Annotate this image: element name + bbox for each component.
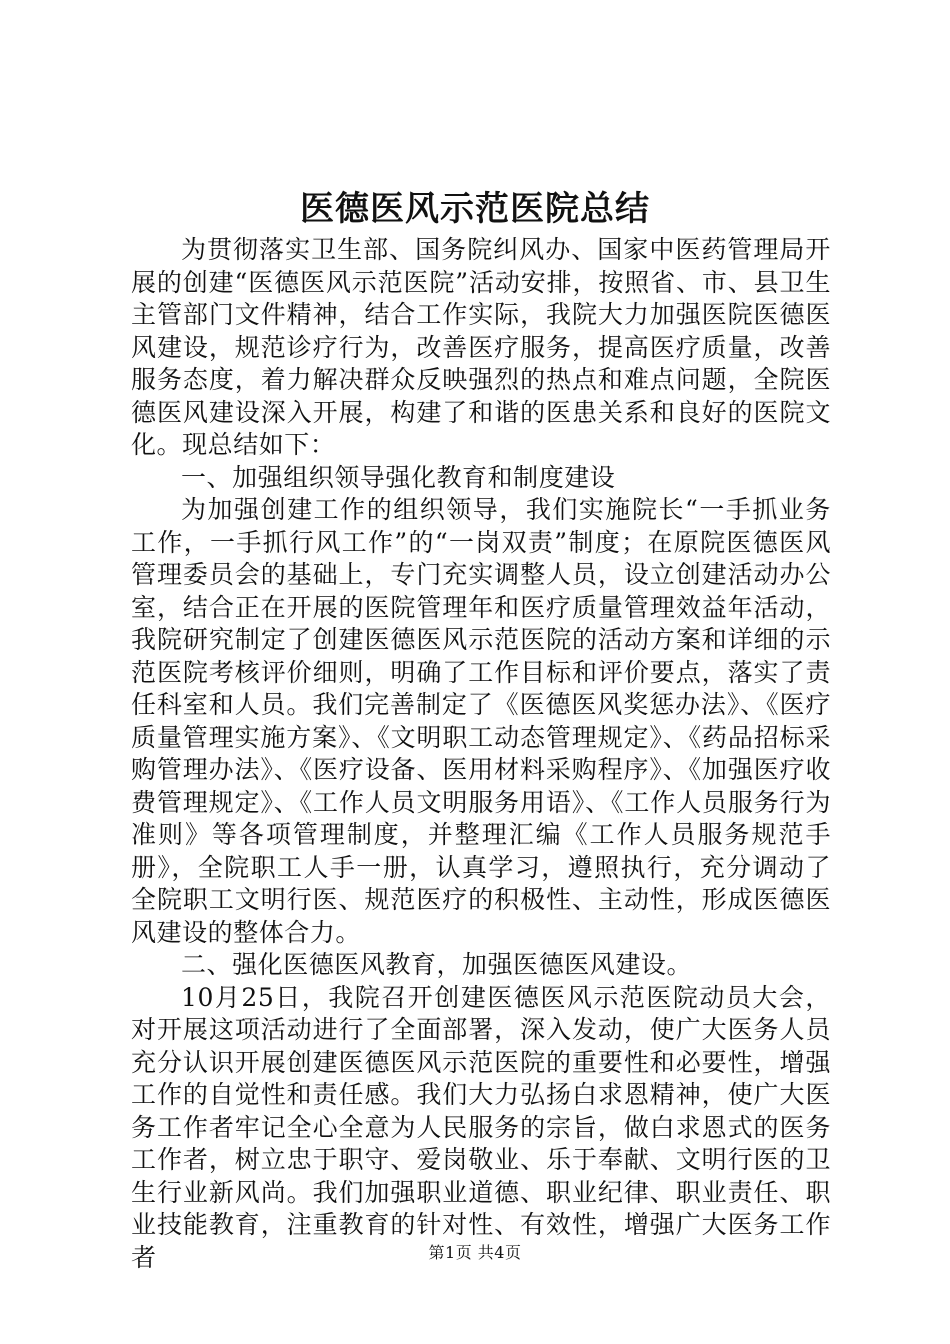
document-body bbox=[131, 234, 831, 1274]
paragraph-section-1: 为加强创建工作的组织领导，我们实施院长“一手抓业务工作，一手抓行风工作”的“一岗双责”制度；在原院医德医风管理委员会的基础上，专门充实调整人员，设立创建活动办公室，结合正在开展的医院管理年和医疗质量管理效益年活动，我院研究制定了创建医德医风示范医院的活动方案和详细的示范医院考核评价细则，明确了工作目标和评价要点，落实了责任科室和人员。我们完善制定了《医德医风奖惩办法》、《医疗质量管理实施方案》、《文明职工动态管理规定》、《药品招标采购管理办法》、《医疗设备、医用材料采购程序》、《加强医疗收费管理规定》、《工作人员文明服务用语》、《工作人员服务行为准则》等各项管理制度，并整理汇编《工作人员服务规范手册》，全院职工人手一册，认真学习，遵照执行，充分调动了全院职工文明行医、规范医疗的积极性、主动性，形成医德医风建设的整体合力。 bbox=[131, 495, 831, 947]
paragraph-section-2: 10月25日，我院召开创建医德医风示范医院动员大会，对开展这项活动进行了全面部署，深入发动，使广大医务人员充分认识开展创建医德医风示范医院的重要性和必要性，增强工作的自觉性和责任感。我们大力弘扬白求恩精神，使广大医务工作者牢记全心全意为人民服务的宗旨，做白求恩式的医务工作者，树立忠于职守、爱岗敬业、乐于奉献、文明行医的卫生行业新风尚。我们加强职业道德、职业纪律、职业责任、职业技能教育，注重教育的针对性、有效性，增强广大医务工作者 bbox=[131, 982, 831, 1272]
page-number-footer: 第1页 共4页 bbox=[428, 1243, 522, 1262]
document-title: 医德医风示范医院总结 bbox=[300, 189, 650, 229]
section-heading-1: 一、加强组织领导强化教育和制度建设 bbox=[181, 462, 616, 492]
section-heading-2: 二、强化医德医风教育，加强医德医风建设。 bbox=[181, 950, 693, 979]
paragraph-intro: 为贯彻落实卫生部、国务院纠风办、国家中医药管理局开展的创建“医德医风示范医院”活动安排，按照省、市、县卫生主管部门文件精神，结合工作实际，我院大力加强医院医德医风建设，规范诊疗行为，改善医疗服务，提高医疗质量，改善服务态度，着力解决群众反映强烈的热点和难点问题，全院医德医风建设深入开展，构建了和谐的医患关系和良好的医院文化。现总结如下： bbox=[131, 235, 831, 459]
